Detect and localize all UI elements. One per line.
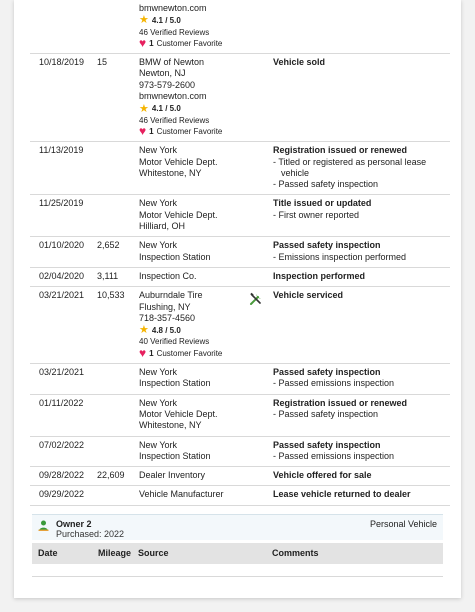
comments-cell [273, 142, 450, 195]
mileage-cell: 22,609 [97, 467, 139, 486]
source-line: Auburndale Tire [139, 290, 203, 301]
icon-cell [249, 0, 273, 54]
icon-cell [249, 364, 273, 395]
source-line: New York [139, 145, 178, 156]
source-line: 718-357-4560 [139, 312, 196, 323]
icon-cell [249, 436, 273, 467]
source-cell [139, 467, 249, 486]
source-cell [139, 54, 249, 142]
date-cell: 01/10/2020 [30, 237, 97, 268]
source-cell [139, 267, 249, 286]
source-line: Inspection Station [139, 251, 211, 262]
source-cell [139, 436, 249, 467]
comment-item: vehicle [281, 167, 310, 178]
table-row [30, 0, 450, 54]
favorite-label: Customer Favorite [156, 348, 223, 358]
header-comments: Comments [272, 547, 319, 558]
source-cell [139, 486, 249, 505]
comment-title: Registration issued or renewed [273, 145, 408, 156]
rating [139, 15, 249, 26]
rating-value: 4.8 / 5.0 [151, 326, 181, 336]
source-line: bmwnewton.com [139, 3, 207, 13]
star-icon: ★ [139, 14, 149, 27]
table-row [30, 436, 450, 467]
customer-favorite [139, 38, 249, 49]
mileage-cell [97, 394, 139, 436]
table-row [30, 54, 450, 142]
history-header-row [32, 543, 443, 564]
mileage-cell [97, 364, 139, 395]
comment-title: Lease vehicle returned to dealer [273, 489, 411, 500]
table-row [30, 394, 450, 436]
table-row [30, 195, 450, 237]
source-line: New York [139, 397, 178, 408]
customer-favorite [139, 126, 249, 137]
source-cell [139, 364, 249, 395]
comment-title: Title issued or updated [273, 198, 372, 209]
owner-purchased: Purchased: 2022 [56, 528, 125, 539]
source-line: Whitestone, NY [139, 167, 202, 178]
favorite-count: 1 [149, 38, 154, 48]
icon-cell [249, 287, 273, 364]
source-cell [139, 287, 249, 364]
comment-item: - Passed emissions inspection [273, 378, 395, 389]
comments-cell [273, 364, 450, 395]
icon-cell [249, 195, 273, 237]
comments-cell [273, 195, 450, 237]
source-line: Motor Vehicle Dept. [139, 156, 218, 167]
table-row [30, 287, 450, 364]
owner-type: Personal Vehicle [369, 518, 437, 529]
source-line: 973-579-2600 [139, 79, 196, 90]
source-line: Newton, NJ [139, 68, 186, 79]
comments-cell [273, 436, 450, 467]
source-line: BMW of Newton [139, 57, 205, 68]
table-row [30, 237, 450, 268]
source-cell [139, 195, 249, 237]
comments-cell [273, 54, 450, 142]
date-cell: 03/21/2021 [30, 287, 97, 364]
heart-icon: ♥ [139, 345, 147, 360]
star-icon: ★ [139, 324, 149, 337]
table-row [30, 467, 450, 486]
mileage-cell [97, 195, 139, 237]
date-cell: 10/18/2019 [30, 54, 97, 142]
source-line: New York [139, 367, 178, 378]
source-line: Inspection Co. [139, 270, 197, 281]
source-line: Vehicle Manufacturer [139, 489, 224, 500]
mileage-cell [97, 486, 139, 505]
source-line: Whitestone, NY [139, 420, 202, 431]
owner-2-header [32, 514, 443, 540]
header-date: Date [38, 547, 58, 558]
source-line: bmwnewton.com [139, 91, 207, 102]
comments-cell [273, 0, 450, 54]
comments-cell [273, 486, 450, 505]
source-line: New York [139, 439, 178, 450]
comment-item: - Emissions inspection performed [273, 251, 407, 262]
reviews-link[interactable]: 46 Verified Reviews [139, 115, 210, 125]
comment-title: Vehicle offered for sale [273, 470, 372, 481]
icon-cell [249, 54, 273, 142]
table-row [30, 267, 450, 286]
favorite-count: 1 [149, 126, 154, 136]
customer-favorite [139, 345, 249, 360]
comment-title: Vehicle serviced [273, 290, 344, 301]
comment-item: - Titled or registered as personal lease [273, 156, 427, 167]
date-cell: 07/02/2022 [30, 436, 97, 467]
source-line: Motor Vehicle Dept. [139, 209, 218, 220]
icon-cell [249, 237, 273, 268]
date-cell: 09/28/2022 [30, 467, 97, 486]
source-cell [139, 394, 249, 436]
comment-title: Passed safety inspection [273, 240, 381, 251]
comments-cell [273, 287, 450, 364]
icon-cell [249, 486, 273, 505]
comment-title: Passed safety inspection [273, 367, 381, 378]
header-mileage: Mileage [98, 547, 132, 558]
reviews-link[interactable]: 46 Verified Reviews [139, 27, 210, 37]
favorite-label: Customer Favorite [156, 126, 223, 136]
date-cell: 03/21/2021 [30, 364, 97, 395]
empty-row [32, 564, 443, 577]
heart-icon: ♥ [139, 124, 147, 139]
mileage-cell [97, 0, 139, 54]
reviews-link[interactable]: 40 Verified Reviews [139, 337, 210, 347]
mileage-cell: 3,111 [97, 267, 139, 286]
rating [139, 103, 249, 114]
table-row [30, 142, 450, 195]
comment-title: Passed safety inspection [273, 439, 381, 450]
comments-cell [273, 394, 450, 436]
mileage-cell: 10,533 [97, 287, 139, 364]
comment-item: - First owner reported [273, 209, 360, 220]
date-cell: 11/13/2019 [30, 142, 97, 195]
tools-icon [249, 292, 273, 309]
table-row [30, 486, 450, 505]
source-line: Dealer Inventory [139, 470, 206, 481]
vehicle-history-page [14, 0, 461, 598]
comments-cell [273, 237, 450, 268]
mileage-cell [97, 142, 139, 195]
source-line: New York [139, 240, 178, 251]
source-line: Hilliard, OH [139, 221, 186, 232]
table-row [30, 364, 450, 395]
rating-value: 4.1 / 5.0 [151, 104, 181, 114]
date-cell: 01/11/2022 [30, 394, 97, 436]
source-cell [139, 237, 249, 268]
comment-title: Registration issued or renewed [273, 397, 408, 408]
icon-cell [249, 142, 273, 195]
source-line: Inspection Station [139, 378, 211, 389]
mileage-cell: 15 [97, 54, 139, 142]
rating-value: 4.1 / 5.0 [151, 16, 181, 26]
icon-cell [249, 267, 273, 286]
person-icon [38, 520, 49, 533]
comment-title: Inspection performed [273, 270, 366, 281]
date-cell: 11/25/2019 [30, 195, 97, 237]
date-cell: 09/29/2022 [30, 486, 97, 505]
source-line: New York [139, 198, 178, 209]
source-cell [139, 142, 249, 195]
mileage-cell [97, 436, 139, 467]
comments-cell [273, 267, 450, 286]
star-icon: ★ [139, 102, 149, 115]
owner-title: Owner 2 [56, 518, 92, 529]
comment-title: Vehicle sold [273, 57, 326, 68]
icon-cell [249, 467, 273, 486]
comment-item: - Passed safety inspection [273, 179, 379, 190]
source-line: Motor Vehicle Dept. [139, 408, 218, 419]
header-source: Source [138, 547, 169, 558]
icon-cell [249, 394, 273, 436]
mileage-cell: 2,652 [97, 237, 139, 268]
comments-cell [273, 467, 450, 486]
date-cell [30, 0, 97, 54]
source-line: Inspection Station [139, 450, 211, 461]
date-cell: 02/04/2020 [30, 267, 97, 286]
comment-item: - Passed emissions inspection [273, 450, 395, 461]
comment-item: - Passed safety inspection [273, 408, 379, 419]
source-cell [139, 0, 249, 54]
history-table [30, 0, 450, 506]
favorite-label: Customer Favorite [156, 38, 223, 48]
favorite-count: 1 [149, 348, 154, 358]
rating [139, 325, 249, 336]
source-line: Flushing, NY [139, 301, 191, 312]
heart-icon: ♥ [139, 36, 147, 51]
